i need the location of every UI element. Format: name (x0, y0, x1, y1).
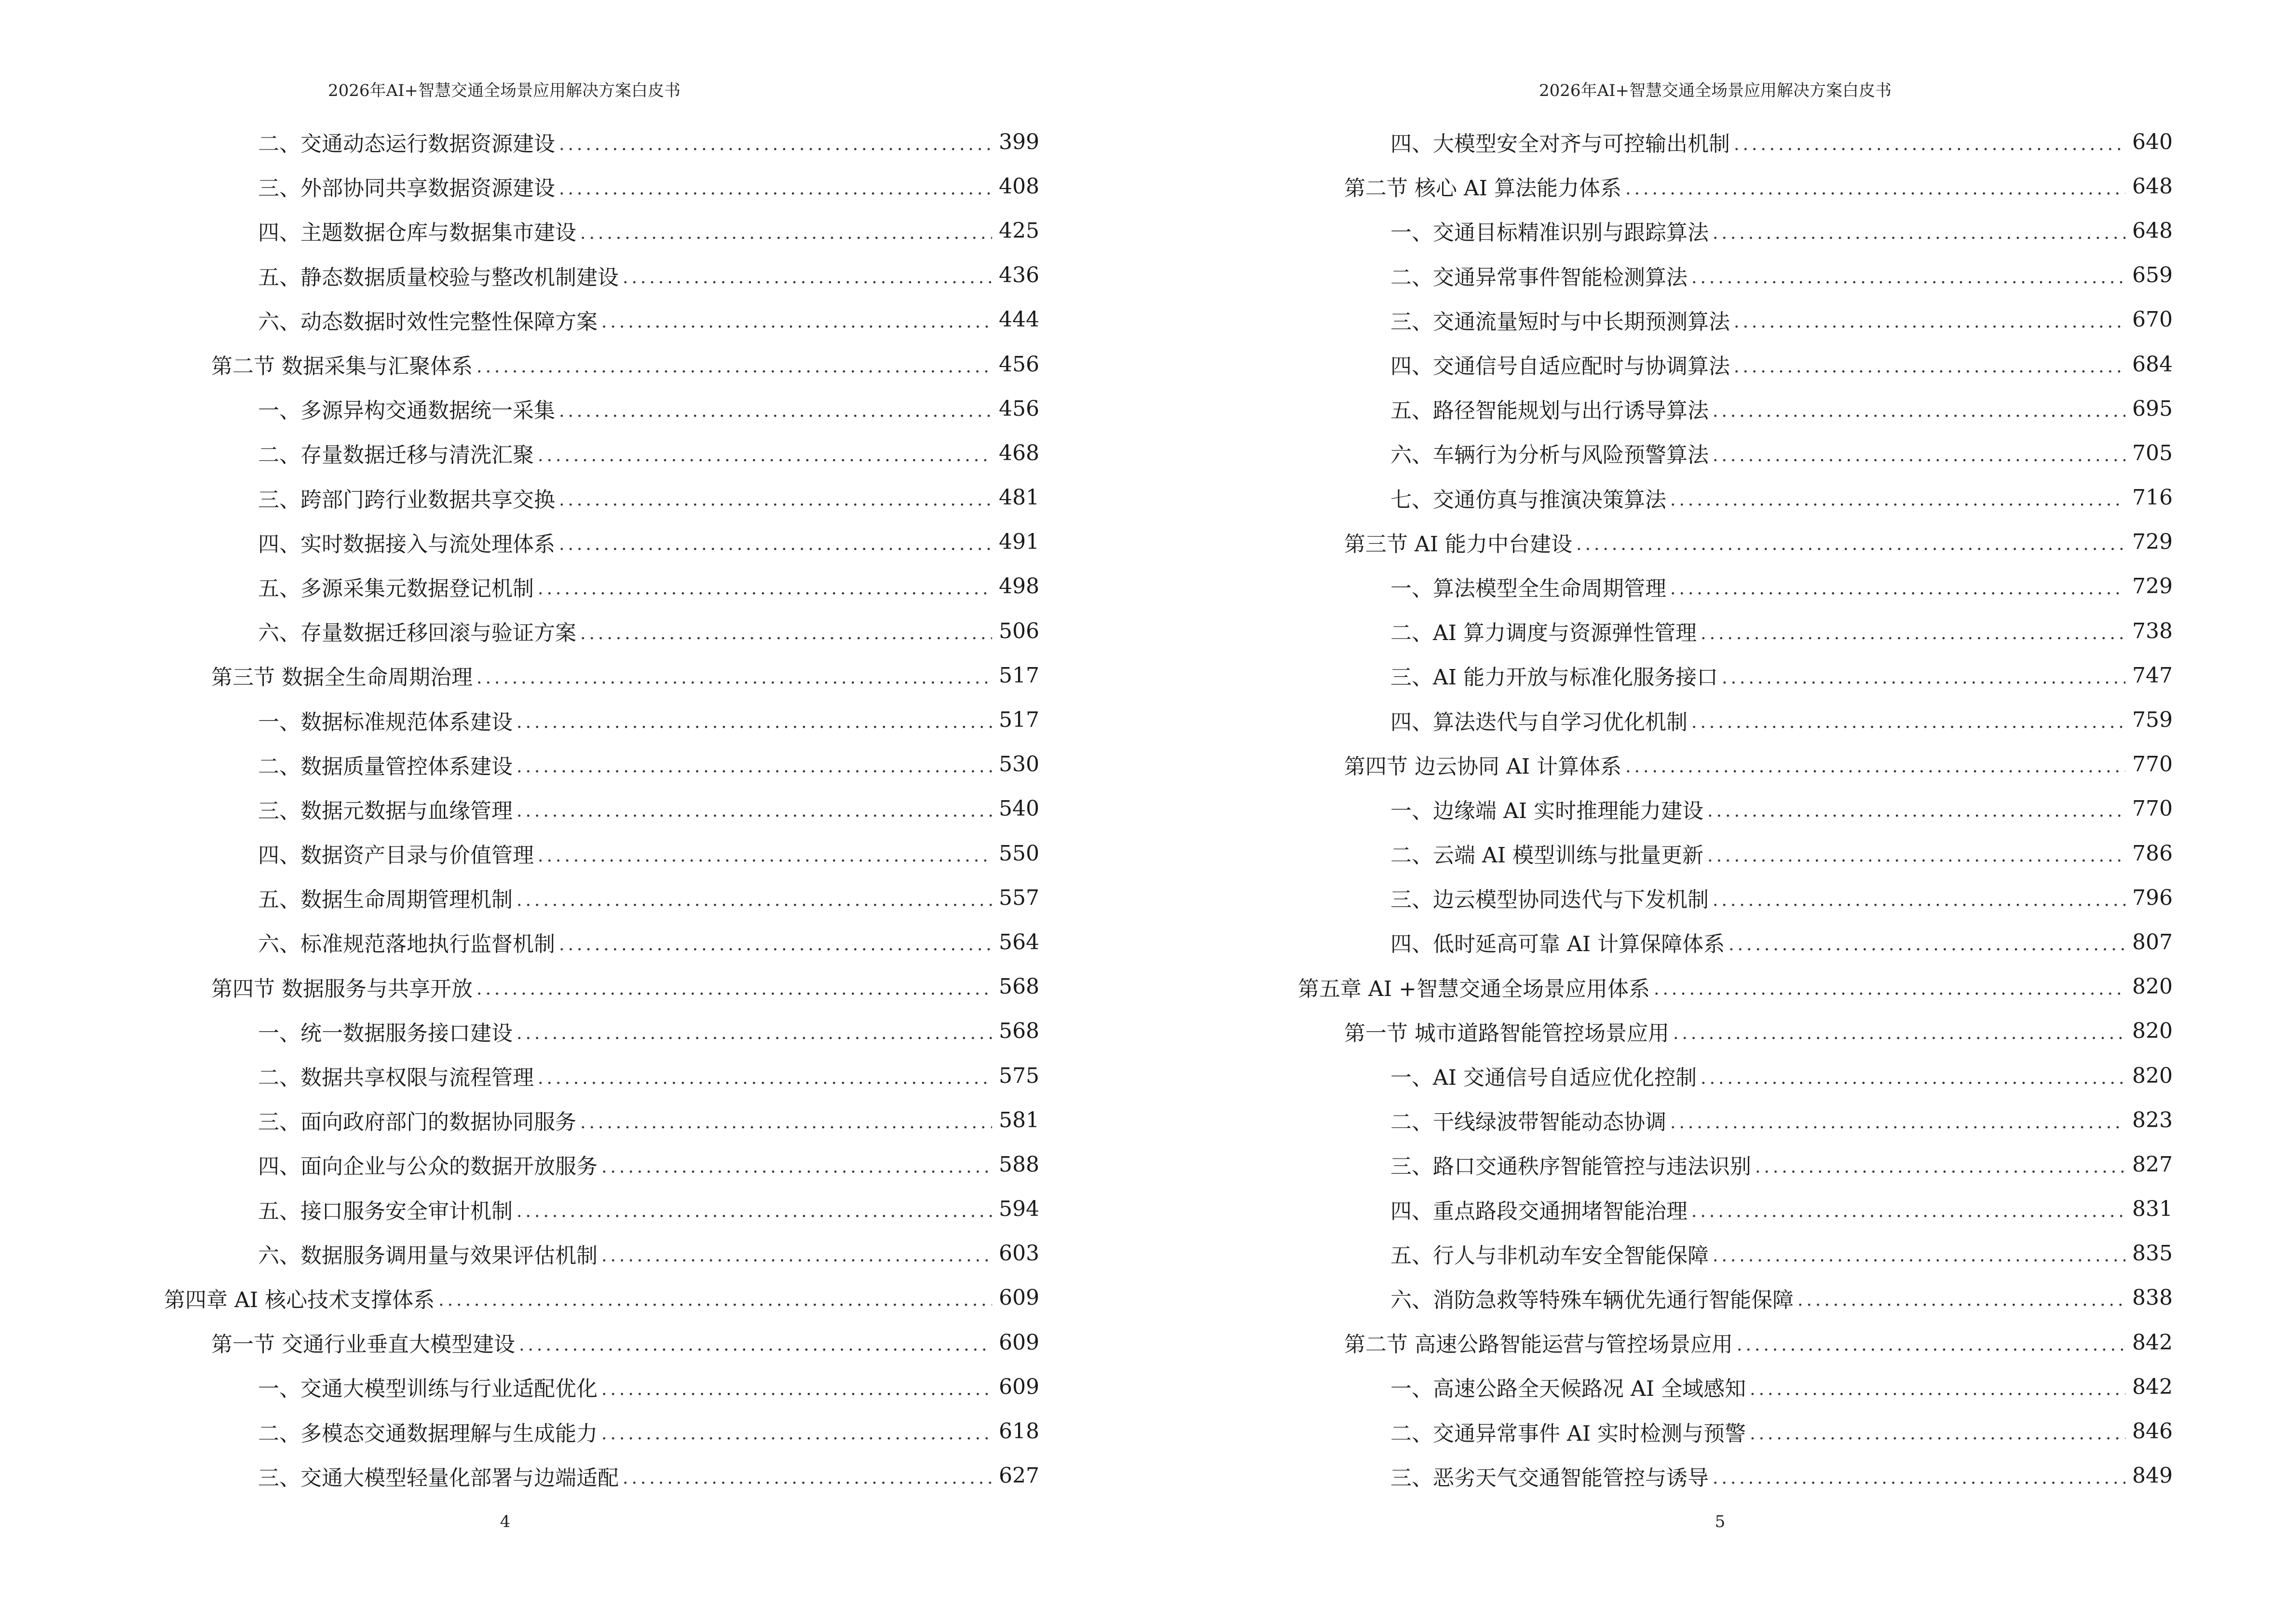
dot-leader (1701, 1068, 2125, 1088)
toc-entry-title: 六、数据服务调用量与效果评估机制 (258, 1238, 601, 1269)
toc-entry-page-number: 695 (2132, 396, 2173, 421)
dot-leader (519, 1335, 992, 1355)
toc-entry-page-number: 831 (2132, 1197, 2173, 1222)
dot-leader (1755, 1157, 2125, 1177)
dot-leader (1750, 1379, 2125, 1399)
toc-entry-title: 一、边缘端 AI 实时推理能力建设 (1390, 793, 1707, 824)
toc-entry-title: 四、面向企业与公众的数据开放服务 (258, 1149, 601, 1180)
toc-entry-page-number: 425 (999, 218, 1039, 243)
toc-entry-item[interactable] (1144, 653, 2173, 697)
dot-leader (601, 1424, 992, 1444)
dot-leader (623, 268, 992, 287)
toc-entry-title: 四、低时延高可靠 AI 计算保障体系 (1390, 927, 1729, 957)
toc-entry-title: 三、路口交通秩序智能管控与违法识别 (1390, 1149, 1755, 1180)
dot-leader (1691, 1201, 2125, 1221)
toc-entry-page-number: 716 (2132, 485, 2173, 510)
toc-entry-page-number: 399 (999, 129, 1039, 154)
dot-leader (1670, 1113, 2125, 1133)
toc-entry-item[interactable] (0, 253, 1039, 298)
toc-entry-page-number: 456 (999, 352, 1039, 377)
right-page (1144, 0, 2287, 1624)
dot-leader (1701, 624, 2125, 643)
dot-leader (1734, 135, 2125, 154)
toc-entry-page-number: 838 (2132, 1285, 2173, 1310)
toc-entry-title: 五、接口服务安全审计机制 (258, 1194, 517, 1225)
toc-entry-page-number: 581 (999, 1107, 1039, 1133)
toc-entry-item[interactable] (0, 1098, 1039, 1142)
toc-entry-title: 三、外部协同共享数据资源建设 (258, 171, 559, 202)
dot-leader (1670, 579, 2125, 599)
toc-entry-page-number: 820 (2132, 1063, 2173, 1088)
toc-entry-title: 七、交通仿真与推演决策算法 (1390, 482, 1670, 513)
toc-entry-page-number: 729 (2132, 530, 2173, 555)
toc-entry-item[interactable] (0, 164, 1039, 208)
dot-leader (438, 1290, 992, 1310)
toc-entry-title: 二、数据共享权限与流程管理 (258, 1060, 538, 1091)
dot-leader (1713, 401, 2125, 421)
dot-leader (476, 668, 992, 688)
toc-entry-item[interactable] (0, 520, 1039, 564)
toc-entry-page-number: 807 (2132, 929, 2173, 955)
toc-entry-title: 第二节 核心 AI 算法能力体系 (1344, 171, 1625, 202)
toc-entry-title: 第三节 AI 能力中台建设 (1344, 527, 1576, 558)
toc-entry-title: 六、存量数据迁移回滚与验证方案 (258, 615, 580, 646)
toc-entry-item[interactable] (1144, 253, 2173, 298)
toc-entry-page-number: 729 (2132, 574, 2173, 599)
dot-leader (1797, 1290, 2125, 1310)
toc-entry-title: 二、交通异常事件智能检测算法 (1390, 260, 1691, 291)
toc-entry-title: 五、行人与非机动车安全智能保障 (1390, 1238, 1713, 1269)
toc-entry-title: 一、交通大模型训练与行业适配优化 (258, 1371, 601, 1402)
toc-entry-item[interactable] (1144, 208, 2173, 253)
toc-entry-item[interactable] (1144, 1053, 2173, 1098)
toc-entry-item[interactable] (1144, 120, 2173, 164)
toc-entry-chapter[interactable] (1144, 965, 2173, 1009)
toc-entry-item[interactable] (1144, 920, 2173, 964)
toc-entry-page-number: 603 (999, 1241, 1039, 1266)
toc-entry-item[interactable] (0, 1454, 1039, 1498)
toc-entry-title: 一、算法模型全生命周期管理 (1390, 571, 1670, 602)
toc-entry-page-number: 594 (999, 1197, 1039, 1222)
toc-entry-title: 第二节 数据采集与汇聚体系 (211, 349, 476, 380)
toc-entry-title: 三、AI 能力开放与标准化服务接口 (1390, 660, 1722, 691)
toc-entry-page-number: 738 (2132, 618, 2173, 643)
toc-entry-page-number: 436 (999, 263, 1039, 288)
toc-entry-item[interactable] (0, 431, 1039, 475)
toc-entry-item[interactable] (1144, 1365, 2173, 1409)
toc-entry-title: 第四节 数据服务与共享开放 (211, 971, 476, 1002)
toc-entry-page-number: 648 (2132, 218, 2173, 243)
toc-entry-page-number: 557 (999, 885, 1039, 910)
dot-leader (601, 312, 992, 332)
toc-entry-item[interactable] (1144, 1276, 2173, 1320)
toc-list (0, 120, 1039, 1498)
toc-entry-page-number: 408 (999, 174, 1039, 199)
toc-entry-page-number: 568 (999, 1019, 1039, 1044)
toc-entry-item[interactable] (0, 1142, 1039, 1187)
toc-entry-title: 三、恶劣天气交通智能管控与诱导 (1390, 1460, 1713, 1491)
toc-entry-item[interactable] (0, 742, 1039, 787)
toc-entry-page-number: 684 (2132, 352, 2173, 377)
toc-entry-title: 四、交通信号自适应配时与协调算法 (1390, 349, 1734, 380)
toc-entry-item[interactable] (1144, 1187, 2173, 1231)
toc-entry-section[interactable] (1144, 1009, 2173, 1053)
toc-entry-page-number: 835 (2132, 1241, 2173, 1266)
dot-leader (1707, 801, 2125, 821)
toc-entry-title: 四、重点路段交通拥堵智能治理 (1390, 1194, 1691, 1225)
toc-entry-page-number: 842 (2132, 1330, 2173, 1355)
toc-entry-item[interactable] (0, 1053, 1039, 1098)
toc-entry-item[interactable] (1144, 342, 2173, 386)
toc-entry-page-number: 842 (2132, 1374, 2173, 1399)
dot-leader (559, 490, 992, 510)
toc-entry-title: 第三节 数据全生命周期治理 (211, 660, 476, 691)
dot-leader (1713, 446, 2125, 465)
toc-entry-item[interactable] (1144, 1098, 2173, 1142)
toc-entry-page-number: 568 (999, 974, 1039, 999)
toc-entry-title: 三、交通大模型轻量化部署与边端适配 (258, 1460, 623, 1491)
toc-entry-item[interactable] (1144, 1231, 2173, 1276)
toc-entry-title: 一、交通目标精准识别与跟踪算法 (1390, 215, 1713, 246)
toc-entry-title: 第四节 边云协同 AI 计算体系 (1344, 749, 1625, 780)
toc-entry-item[interactable] (0, 920, 1039, 964)
toc-entry-page-number: 770 (2132, 752, 2173, 777)
dot-leader (476, 357, 992, 377)
toc-entry-page-number: 770 (2132, 796, 2173, 821)
toc-entry-title: 五、路径智能规划与出行诱导算法 (1390, 393, 1713, 424)
dot-leader (1691, 712, 2125, 732)
dot-leader (538, 846, 992, 866)
dot-leader (517, 801, 992, 821)
toc-entry-title: 二、交通动态运行数据资源建设 (258, 126, 559, 157)
toc-entry-title: 四、实时数据接入与流处理体系 (258, 527, 559, 558)
dot-leader (517, 757, 992, 777)
toc-entry-page-number: 588 (999, 1152, 1039, 1177)
dot-leader (1722, 668, 2125, 688)
dot-leader (517, 1201, 992, 1221)
dot-leader (559, 401, 992, 421)
toc-entry-title: 第二节 高速公路智能运营与管控场景应用 (1344, 1327, 1737, 1358)
toc-entry-title: 一、统一数据服务接口建设 (258, 1016, 517, 1047)
running-header: 2026年AI+智慧交通全场景应用解决方案白皮书 (1539, 81, 1892, 100)
dot-leader (1654, 979, 2125, 999)
toc-entry-item[interactable] (0, 1009, 1039, 1053)
dot-leader (1734, 357, 2125, 377)
toc-entry-item[interactable] (0, 1409, 1039, 1453)
dot-leader (1750, 1424, 2125, 1444)
toc-entry-item[interactable] (0, 120, 1039, 164)
toc-entry-page-number: 609 (999, 1374, 1039, 1399)
toc-entry-page-number: 846 (2132, 1419, 2173, 1444)
toc-entry-title: 六、车辆行为分析与风险预警算法 (1390, 437, 1713, 468)
toc-entry-title: 一、多源异构交通数据统一采集 (258, 393, 559, 424)
toc-entry-page-number: 823 (2132, 1107, 2173, 1133)
toc-entry-page-number: 530 (999, 752, 1039, 777)
toc-entry-item[interactable] (1144, 831, 2173, 875)
toc-entry-item[interactable] (1144, 386, 2173, 431)
toc-entry-page-number: 506 (999, 618, 1039, 643)
toc-entry-item[interactable] (1144, 564, 2173, 609)
toc-entry-page-number: 498 (999, 574, 1039, 599)
toc-entry-item[interactable] (1144, 431, 2173, 475)
toc-entry-section[interactable] (0, 342, 1039, 386)
toc-entry-item[interactable] (0, 476, 1039, 520)
toc-entry-title: 一、数据标准规范体系建设 (258, 705, 517, 736)
toc-entry-page-number: 468 (999, 440, 1039, 465)
toc-entry-page-number: 670 (2132, 307, 2173, 332)
toc-entry-title: 二、多模态交通数据理解与生成能力 (258, 1416, 601, 1447)
toc-entry-page-number: 820 (2132, 1019, 2173, 1044)
dot-leader (1625, 757, 2125, 777)
running-header: 2026年AI+智慧交通全场景应用解决方案白皮书 (328, 81, 681, 100)
toc-entry-page-number: 849 (2132, 1463, 2173, 1488)
toc-entry-page-number: 540 (999, 796, 1039, 821)
toc-entry-item[interactable] (0, 1231, 1039, 1276)
toc-entry-section[interactable] (0, 1320, 1039, 1365)
toc-entry-item[interactable] (1144, 298, 2173, 342)
toc-entry-title: 第四章 AI 核心技术支撑体系 (164, 1283, 438, 1313)
page-number: 4 (500, 1512, 511, 1531)
toc-entry-title: 六、消防急救等特殊车辆优先通行智能保障 (1390, 1283, 1797, 1313)
toc-entry-page-number: 550 (999, 841, 1039, 866)
toc-entry-title: 一、AI 交通信号自适应优化控制 (1390, 1060, 1701, 1091)
toc-entry-page-number: 705 (2132, 440, 2173, 465)
toc-entry-section[interactable] (0, 653, 1039, 697)
toc-entry-item[interactable] (0, 697, 1039, 742)
dot-leader (517, 1024, 992, 1043)
toc-entry-title: 三、数据元数据与血缘管理 (258, 793, 517, 824)
toc-entry-page-number: 575 (999, 1063, 1039, 1088)
dot-leader (1670, 490, 2125, 510)
toc-entry-item[interactable] (1144, 476, 2173, 520)
dot-leader (559, 935, 992, 955)
dot-leader (1691, 268, 2125, 287)
toc-entry-item[interactable] (1144, 609, 2173, 653)
toc-entry-item[interactable] (1144, 787, 2173, 831)
toc-entry-section[interactable] (0, 965, 1039, 1009)
toc-entry-title: 四、数据资产目录与价值管理 (258, 838, 538, 869)
toc-list (1144, 120, 2173, 1498)
toc-entry-item[interactable] (0, 1365, 1039, 1409)
toc-entry-page-number: 648 (2132, 174, 2173, 199)
dot-leader (1713, 223, 2125, 243)
toc-entry-page-number: 827 (2132, 1152, 2173, 1177)
toc-entry-page-number: 444 (999, 307, 1039, 332)
toc-entry-title: 六、标准规范落地执行监督机制 (258, 927, 559, 957)
toc-entry-title: 第五章 AI +智慧交通全场景应用体系 (1298, 971, 1654, 1002)
toc-entry-item[interactable] (1144, 697, 2173, 742)
toc-entry-item[interactable] (1144, 875, 2173, 920)
toc-entry-title: 六、动态数据时效性完整性保障方案 (258, 304, 601, 335)
toc-entry-page-number: 786 (2132, 841, 2173, 866)
toc-entry-page-number: 481 (999, 485, 1039, 510)
toc-entry-item[interactable] (0, 875, 1039, 920)
toc-entry-section[interactable] (1144, 164, 2173, 208)
toc-entry-page-number: 627 (999, 1463, 1039, 1488)
toc-entry-page-number: 796 (2132, 885, 2173, 910)
dot-leader (580, 223, 992, 243)
toc-entry-title: 二、AI 算力调度与资源弹性管理 (1390, 615, 1701, 646)
dot-leader (1713, 1246, 2125, 1266)
toc-entry-title: 四、主题数据仓库与数据集市建设 (258, 215, 580, 246)
toc-entry-page-number: 517 (999, 708, 1039, 733)
dot-leader (1734, 312, 2125, 332)
toc-entry-title: 三、跨部门跨行业数据共享交换 (258, 482, 559, 513)
toc-entry-item[interactable] (0, 298, 1039, 342)
toc-entry-item[interactable] (1144, 1454, 2173, 1498)
toc-entry-title: 五、数据生命周期管理机制 (258, 882, 517, 913)
dot-leader (517, 890, 992, 910)
toc-entry-title: 二、交通异常事件 AI 实时检测与预警 (1390, 1416, 1750, 1447)
dot-leader (559, 179, 992, 199)
toc-entry-title: 第一节 城市道路智能管控场景应用 (1344, 1016, 1673, 1047)
dot-leader (559, 135, 992, 154)
toc-entry-item[interactable] (0, 787, 1039, 831)
page-number: 5 (1715, 1512, 1726, 1531)
toc-entry-title: 三、面向政府部门的数据协同服务 (258, 1105, 580, 1135)
toc-entry-item[interactable] (1144, 1409, 2173, 1453)
toc-entry-page-number: 820 (2132, 974, 2173, 999)
toc-entry-page-number: 491 (999, 530, 1039, 555)
toc-entry-page-number: 747 (2132, 663, 2173, 688)
dot-leader (538, 446, 992, 465)
toc-entry-title: 二、数据质量管控体系建设 (258, 749, 517, 780)
dot-leader (538, 579, 992, 599)
toc-entry-item[interactable] (0, 564, 1039, 609)
toc-entry-page-number: 759 (2132, 708, 2173, 733)
dot-leader (1737, 1335, 2125, 1355)
dot-leader (517, 712, 992, 732)
toc-entry-item[interactable] (0, 609, 1039, 653)
dot-leader (559, 534, 992, 554)
dot-leader (1729, 935, 2125, 955)
toc-entry-title: 五、多源采集元数据登记机制 (258, 571, 538, 602)
dot-leader (1625, 179, 2125, 199)
toc-entry-title: 四、大模型安全对齐与可控输出机制 (1390, 126, 1734, 157)
toc-entry-page-number: 517 (999, 663, 1039, 688)
toc-entry-page-number: 609 (999, 1285, 1039, 1310)
toc-entry-title: 三、交通流量短时与中长期预测算法 (1390, 304, 1734, 335)
toc-entry-page-number: 456 (999, 396, 1039, 421)
dot-leader (580, 624, 992, 643)
toc-entry-item[interactable] (0, 386, 1039, 431)
dot-leader (601, 1379, 992, 1399)
toc-entry-item[interactable] (0, 1187, 1039, 1231)
toc-entry-section[interactable] (1144, 520, 2173, 564)
toc-entry-title: 四、算法迭代与自学习优化机制 (1390, 705, 1691, 736)
toc-entry-page-number: 640 (2132, 129, 2173, 154)
dot-leader (580, 1113, 992, 1133)
toc-entry-item[interactable] (1144, 1142, 2173, 1187)
dot-leader (601, 1246, 992, 1266)
dot-leader (623, 1468, 992, 1488)
toc-entry-title: 二、存量数据迁移与清洗汇聚 (258, 437, 538, 468)
toc-entry-title: 一、高速公路全天候路况 AI 全域感知 (1390, 1371, 1750, 1402)
dot-leader (1576, 534, 2125, 554)
toc-entry-page-number: 564 (999, 929, 1039, 955)
toc-entry-title: 五、静态数据质量校验与整改机制建设 (258, 260, 623, 291)
toc-entry-title: 第一节 交通行业垂直大模型建设 (211, 1327, 519, 1358)
toc-entry-page-number: 618 (999, 1419, 1039, 1444)
toc-entry-chapter[interactable] (0, 1276, 1039, 1320)
dot-leader (538, 1068, 992, 1088)
dot-leader (476, 979, 992, 999)
toc-entry-title: 二、干线绿波带智能动态协调 (1390, 1105, 1670, 1135)
toc-entry-section[interactable] (1144, 1320, 2173, 1365)
dot-leader (1673, 1024, 2125, 1043)
dot-leader (1713, 890, 2125, 910)
toc-entry-title: 三、边云模型协同迭代与下发机制 (1390, 882, 1713, 913)
toc-entry-section[interactable] (1144, 742, 2173, 787)
dot-leader (1713, 1468, 2125, 1488)
toc-entry-item[interactable] (0, 831, 1039, 875)
toc-entry-page-number: 609 (999, 1330, 1039, 1355)
dot-leader (1707, 846, 2125, 866)
toc-entry-item[interactable] (0, 208, 1039, 253)
dot-leader (601, 1157, 992, 1177)
toc-entry-page-number: 659 (2132, 263, 2173, 288)
toc-entry-title: 二、云端 AI 模型训练与批量更新 (1390, 838, 1707, 869)
